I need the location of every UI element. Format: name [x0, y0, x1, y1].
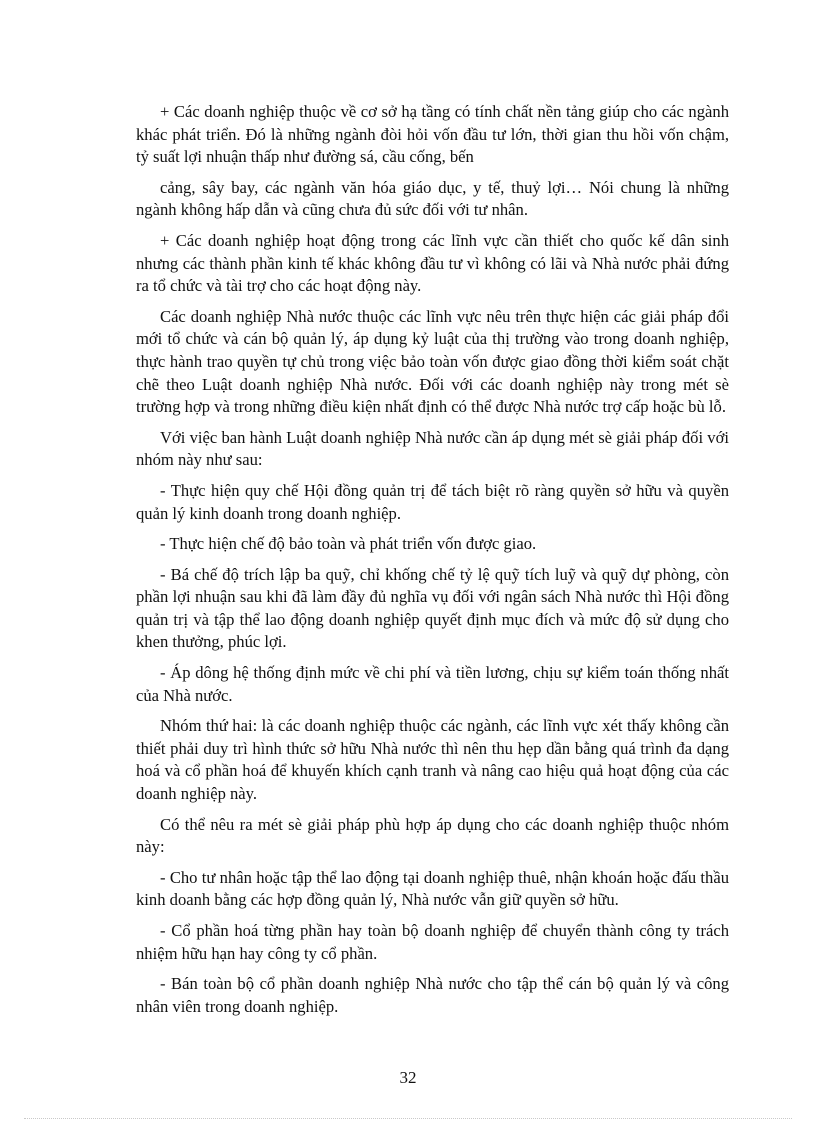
list-item-fund-allocation: - Bá chế độ trích lập ba quỹ, chỉ khống chế tỷ lệ quỹ tích luỹ và quỹ dự phòng, còn phần lợi nhuận sau khi đã làm đầy đủ nghĩa vụ đối với ngân sách Nhà nước thì Hội đồng quản trị và tập thể lao động doanh nghiệp quyết định mục đích và mức độ sử dụng cho khen thưởng, phúc lợi. [136, 564, 729, 652]
page-bottom-divider [24, 1118, 792, 1119]
page-number: 32 [399, 1068, 417, 1087]
paragraph-group-two: Nhóm thứ hai: là các doanh nghiệp thuộc các ngành, các lĩnh vực xét thấy không cần thiết phải duy trì hình thức sở hữu Nhà nước thì nên thu hẹp dần bằng quá trình đa dạng hoá và cổ phần hoá để khuyến khích cạnh tranh và nâng cao hiệu quả hoạt động của các doanh nghiệp này. [136, 716, 729, 804]
paragraph-infrastructure-continued: cảng, sây bay, các ngành văn hóa giáo dục, y tế, thuỷ lợi… Nói chung là những ngành không hấp dẫn và cũng chưa đủ sức đối với tư nhân. [136, 177, 729, 220]
document-body [136, 101, 729, 1026]
list-item-equitization: - Cổ phần hoá từng phần hay toàn bộ doanh nghiệp để chuyển thành công ty trách nhiệm hữu hạn hay công ty cổ phần. [136, 921, 729, 963]
list-item-capital-preservation: - Thực hiện chế độ bảo toàn và phát triển vốn được giao. [160, 534, 537, 554]
list-item-sell-shares: - Bán toàn bộ cổ phần doanh nghiệp Nhà nước cho tập thể cán bộ quản lý và công nhân viên trong doanh nghiệp. [136, 974, 729, 1016]
list-item-lease-contract: - Cho tư nhân hoặc tập thể lao động tại doanh nghiệp thuê, nhận khoán hoặc đấu thầu kinh doanh bằng các hợp đồng quản lý, Nhà nước vẫn giữ quyền sở hữu. [136, 867, 729, 910]
list-item-cost-norms: - Áp dông hệ thống định mức về chi phí và tiền lương, chịu sự kiểm toán thống nhất của Nhà nước. [136, 663, 729, 705]
paragraph-group-two-solutions: Có thể nêu ra mét sè giải pháp phù hợp áp dụng cho các doanh nghiệp thuộc nhóm này: [136, 814, 729, 857]
paragraph-infrastructure-enterprises: + Các doanh nghiệp thuộc về cơ sở hạ tầng có tính chất nền tảng giúp cho các ngành khác phát triển. Đó là những ngành đòi hỏi vốn đầu tư lớn, thời gian thu hồi vốn chậm, tỷ suất lợi nhuận thấp như đường sá, cầu cống, bến [136, 102, 729, 167]
paragraph-law-application: Với việc ban hành Luật doanh nghiệp Nhà nước cần áp dụng mét sè giải pháp đối với nhóm này như sau: [136, 427, 729, 470]
paragraph-reform-solutions: Các doanh nghiệp Nhà nước thuộc các lĩnh vực nêu trên thực hiện các giải pháp đổi mới tổ chức và cán bộ quản lý, áp dụng kỷ luật của thị trường vào trong doanh nghiệp, thực hành trao quyền tự chủ trong việc bảo toàn vốn được giao đồng thời kiểm soát chặt chẽ theo Luật doanh nghiệp Nhà nước. Đối với các doanh nghiệp này trong mét sè trường hợp và trong những điều kiện nhất định có thể được Nhà nước trợ cấp hoặc bù lỗ. [136, 306, 729, 417]
paragraph-essential-sectors: + Các doanh nghiệp hoạt động trong các lĩnh vực cần thiết cho quốc kế dân sinh nhưng các thành phần kinh tế khác không đầu tư vì không có lãi và Nhà nước phải đứng ra tổ chức và tài trợ cho các hoạt động này. [136, 230, 729, 296]
list-item-board-regulation: - Thực hiện quy chế Hội đồng quản trị để tách biệt rõ ràng quyền sở hữu và quyền quản lý kinh doanh trong doanh nghiệp. [136, 480, 729, 523]
